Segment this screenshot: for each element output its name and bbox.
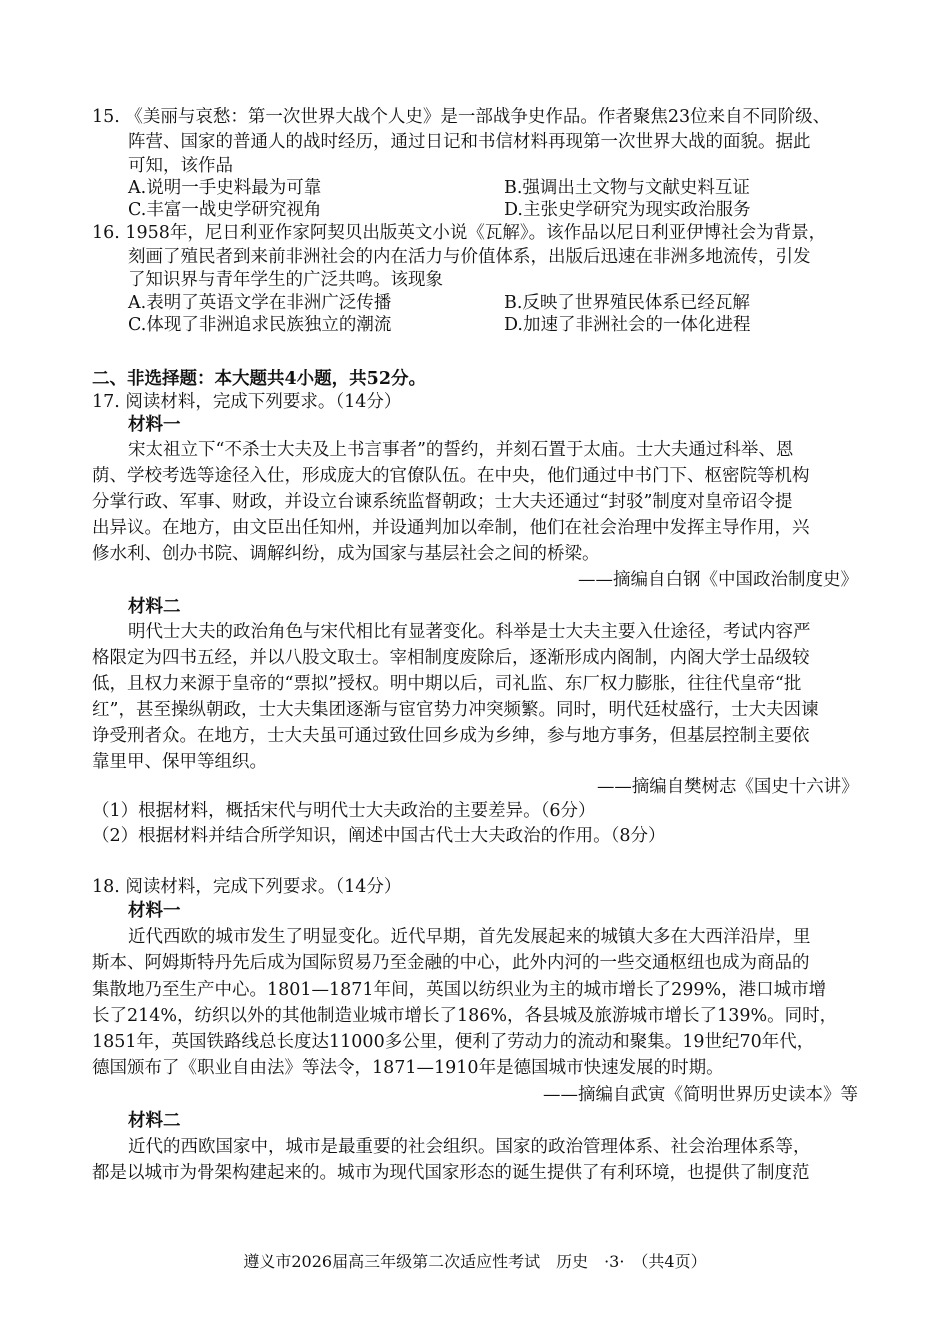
q17-m1-line-4: 出异议。在地方，由文臣出任知州，并设通判加以牵制，他们在社会治理中发挥主导作用，兴: [92, 518, 810, 538]
page-footer: 遵义市2026届高三年级第二次适应性考试 历史 ·3· （共4页）: [243, 1252, 707, 1271]
q15-option-c: C.丰富一战史学研究视角: [128, 200, 322, 220]
q17-question-1: （1）根据材料，概括宋代与明代士大夫政治的主要差异。（6分）: [92, 801, 596, 821]
q15-option-a: A.说明一手史料最为可靠: [128, 178, 322, 198]
q17-material-1-title: 材料一: [128, 415, 181, 435]
q17-m1-line-2: 荫、学校考选等途径入仕，形成庞大的官僚队伍。在中央，他们通过中书门下、枢密院等机构: [92, 466, 810, 486]
q17-m2-line-3: 低，且权力来源于皇帝的“票拟”授权。明中期以后，司礼监、东厂权力膨胀，往往代皇帝“批: [92, 674, 802, 694]
q15-line-2: 阵营、国家的普通人的战时经历，通过日记和书信材料再现第一次世界大战的面貌。据此: [128, 132, 811, 152]
q18-material-2-title: 材料二: [128, 1111, 181, 1131]
q17-m1-source: ——摘编自白钢《中国政治制度史》: [578, 570, 858, 590]
q15-option-b: B.强调出土文物与文献史料互证: [504, 178, 750, 198]
q18-m1-line-2: 斯本、阿姆斯特丹先后成为国际贸易乃至金融的中心，此外内河的一些交通枢纽也成为商品的: [92, 953, 810, 973]
q17-m2-line-5: 诤受刑者众。在地方，士大夫虽可通过致仕回乡成为乡绅，参与地方事务，但基层控制主要依: [92, 726, 810, 746]
q17-m2-line-1: 明代士大夫的政治角色与宋代相比有显著变化。科举是士大夫主要入仕途径，考试内容严: [128, 622, 811, 642]
q16-option-d: D.加速了非洲社会的一体化进程: [504, 315, 751, 335]
q18-m1-line-4: 长了214%，纺织以外的其他制造业城市增长了186%，各县城及旅游城市增长了139%。同时，: [92, 1006, 838, 1026]
q16-option-a: A.表明了英语文学在非洲广泛传播: [128, 293, 392, 313]
q17-m2-line-6: 靠里甲、保甲等组织。: [92, 752, 267, 772]
q18-intro: 18. 阅读材料，完成下列要求。（14分）: [92, 877, 402, 897]
q16-line-1: 16. 1958年，尼日利亚作家阿契贝出版英文小说《瓦解》。该作品以尼日利亚伊博社会为背景，: [92, 223, 827, 243]
q15-line-3: 可知，该作品: [128, 156, 233, 176]
q17-m2-source: ——摘编自樊树志《国史十六讲》: [596, 777, 858, 797]
q15-option-d: D.主张史学研究为现实政治服务: [504, 200, 751, 220]
q18-m2-line-2: 都是以城市为骨架构建起来的。城市为现代国家形态的诞生提供了有利环境，也提供了制度范: [92, 1163, 810, 1183]
q17-material-2-title: 材料二: [128, 597, 181, 617]
q18-m2-line-1: 近代的西欧国家中，城市是最重要的社会组织。国家的政治管理体系、社会治理体系等，: [128, 1137, 811, 1157]
q18-m1-source: ——摘编自武寅《简明世界历史读本》等: [543, 1085, 858, 1105]
q16-option-c: C.体现了非洲追求民族独立的潮流: [128, 315, 392, 335]
q17-intro: 17. 阅读材料，完成下列要求。（14分）: [92, 392, 402, 412]
section-2-heading: 二、非选择题：本大题共4小题，共52分。: [92, 369, 427, 389]
q17-m2-line-2: 格限定为四书五经，并以八股文取士。宰相制度废除后，逐渐形成内阁制，内阁大学士品级较: [92, 648, 810, 668]
q16-line-2: 刻画了殖民者到来前非洲社会的内在活力与价值体系，出版后迅速在非洲多地流传，引发: [128, 247, 811, 267]
q18-m1-line-6: 德国颁布了《职业自由法》等法令，1871—1910年是德国城市快速发展的时期。: [92, 1058, 724, 1078]
q18-m1-line-3: 集散地乃至生产中心。1801—1871年间，英国以纺织业为主的城市增长了299%，港口城市增: [92, 980, 827, 1000]
q18-material-1-title: 材料一: [128, 901, 181, 921]
q18-m1-line-1: 近代西欧的城市发生了明显变化。近代早期，首先发展起来的城镇大多在大西洋沿岸，里: [128, 927, 811, 947]
q17-question-2: （2）根据材料并结合所学知识，阐述中国古代士大夫政治的作用。（8分）: [92, 826, 666, 846]
q17-m1-line-5: 修水利、创办书院、调解纠纷，成为国家与基层社会之间的桥梁。: [92, 544, 600, 564]
q16-line-3: 了知识界与青年学生的广泛共鸣。该现象: [128, 270, 443, 290]
q17-m1-line-3: 分掌行政、军事、财政，并设立台谏系统监督朝政；士大夫还通过“封驳”制度对皇帝诏令提: [92, 492, 793, 512]
q16-option-b: B.反映了世界殖民体系已经瓦解: [504, 293, 750, 313]
q18-m1-line-5: 1851年，英国铁路线总长度达11000多公里，便利了劳动力的流动和聚集。19世纪70年代，: [92, 1032, 815, 1052]
q15-line-1: 15. 《美丽与哀愁：第一次世界大战个人史》是一部战争史作品。作者聚焦23位来自不同阶级、: [92, 107, 831, 127]
q17-m1-line-1: 宋太祖立下“不杀士大夫及上书言事者”的誓约，并刻石置于太庙。士大夫通过科举、恩: [128, 440, 794, 460]
q17-m2-line-4: 红”，甚至操纵朝政，士大夫集团逐渐与宦官势力冲突频繁。同时，明代廷杖盛行，士大夫因谏: [92, 700, 819, 720]
